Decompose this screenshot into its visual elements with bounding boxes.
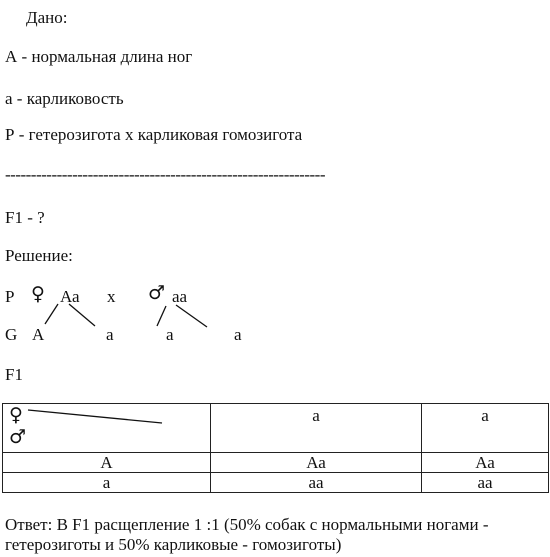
- corner-cell: [3, 404, 211, 453]
- parents-description: Р - гетерозигота х карликовая гомозигота: [5, 125, 303, 144]
- gamete: а: [166, 325, 174, 344]
- punnett-square: [2, 403, 549, 493]
- allele-recessive: а - карликовость: [5, 89, 124, 108]
- question: F1 - ?: [5, 208, 45, 227]
- female-icon: ♀: [9, 404, 23, 426]
- given-heading: Дано:: [26, 8, 68, 27]
- table-row: [3, 404, 549, 453]
- gamete: а: [234, 325, 242, 344]
- gamete: А: [32, 325, 45, 344]
- allele-dominant: А - нормальная длина ног: [5, 47, 193, 66]
- gamete-line: [45, 304, 58, 324]
- table-row: [3, 453, 549, 473]
- male-genotype: аа: [172, 287, 188, 306]
- gamete-line: [157, 306, 166, 326]
- gamete-cell: а: [3, 473, 211, 493]
- offspring-cell: аа: [211, 473, 422, 493]
- cross-sign: х: [107, 287, 116, 306]
- gamete-line: [69, 304, 95, 326]
- offspring-cell: Аа: [422, 453, 549, 473]
- male-icon: ♂: [148, 282, 166, 304]
- solution-heading: Решение:: [5, 246, 73, 265]
- offspring-cell: Аа: [211, 453, 422, 473]
- male-icon: ♂: [9, 426, 27, 448]
- header-cell: а: [422, 404, 549, 453]
- table-row: [3, 473, 549, 493]
- offspring-cell: аа: [422, 473, 549, 493]
- answer-line-1: Ответ: В F1 расщепление 1 :1 (50% собак с нормальными ногами -: [5, 515, 489, 534]
- g-label: G: [5, 325, 18, 344]
- answer-line-2: гетерозиготы и 50% карликовые - гомозиготы): [5, 535, 342, 554]
- header-cell: а: [211, 404, 422, 453]
- p-label: Р: [5, 287, 15, 306]
- female-genotype: Аа: [60, 287, 80, 306]
- gamete-cell: А: [3, 453, 211, 473]
- separator-line: --------------------------------------------------------------: [5, 165, 325, 184]
- f1-label: F1: [5, 365, 23, 384]
- female-icon: ♀: [31, 283, 45, 305]
- gamete: а: [106, 325, 114, 344]
- gamete-line: [176, 305, 207, 327]
